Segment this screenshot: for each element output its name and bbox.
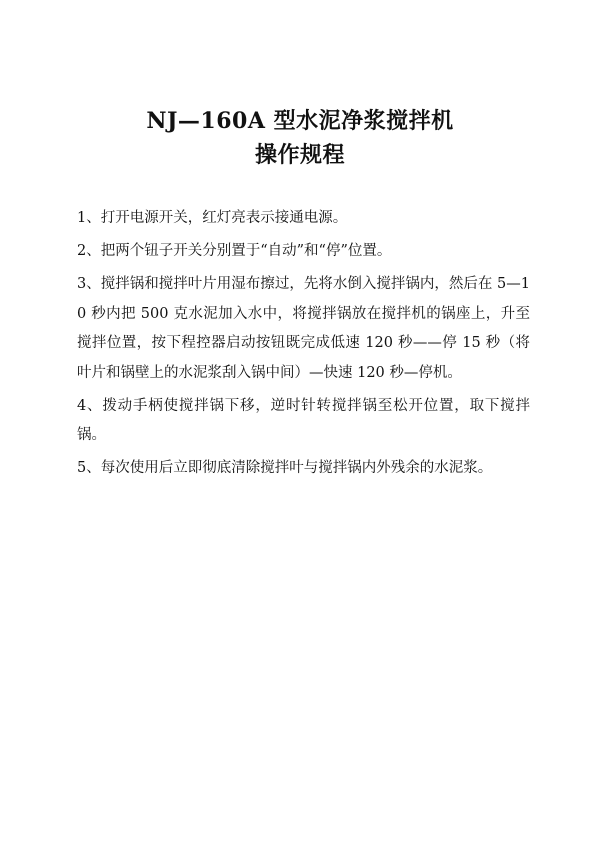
title-line-model: NJ—160A 型水泥净浆搅拌机 (146, 108, 454, 134)
document-title (0, 104, 600, 172)
step-5: 5、每次使用后立即彻底清除搅拌叶与搅拌锅内外残余的水泥浆。 (77, 460, 493, 476)
step-1: 1、打开电源开关，红灯亮表示接通电源。 (77, 210, 348, 226)
title-line-procedure: 操作规程 (254, 142, 345, 168)
procedure-steps-list (77, 204, 530, 487)
step-2: 2、把两个钮子开关分别置于“自动”和“停”位置。 (77, 243, 392, 259)
step-4: 4、拨动手柄使搅拌锅下移，逆时针转搅拌锅至松开位置，取下搅拌锅。 (77, 397, 530, 443)
step-3: 3、搅拌锅和搅拌叶片用湿布擦过，先将水倒入搅拌锅内，然后在 5—10 秒内把 500 克水泥加入水中，将搅拌锅放在搅拌机的锅座上，升至搅拌位置，按下程控器启动按钮既完成低速 120 秒——停 15 秒（将叶片和锅壁上的水泥浆刮入锅中间）—快速 120 秒—停机。 (77, 276, 530, 381)
